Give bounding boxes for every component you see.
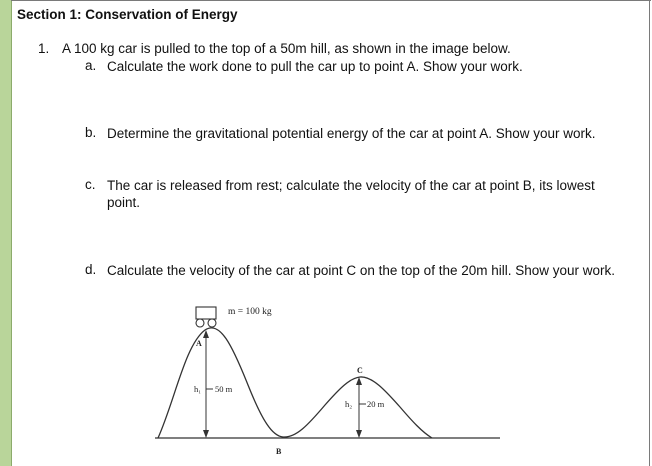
part-c-letter: c. <box>85 177 96 192</box>
car-icon <box>196 307 216 327</box>
section-title: Section 1: Conservation of Energy <box>17 7 238 22</box>
part-a-text: Calculate the work done to pull the car up to point A. Show your work. <box>107 59 523 74</box>
h1-value: 50 m <box>215 384 233 394</box>
part-a-letter: a. <box>85 58 97 73</box>
h2-value: 20 m <box>367 399 385 409</box>
mass-label: m = 100 kg <box>228 307 272 317</box>
part-c-text: The car is released from rest; calculate the velocity of the car at point B, its lowest point. <box>107 178 595 210</box>
point-b-label: B <box>276 447 282 456</box>
part-d-letter: d. <box>85 262 97 277</box>
h2-label: h₂ <box>345 399 353 409</box>
h2-height-arrow <box>356 377 366 438</box>
part-d-text: Calculate the velocity of the car at point C on the top of the 20m hill. Show your work. <box>107 263 616 278</box>
point-c-label: C <box>357 366 363 375</box>
question-text: A 100 kg car is pulled to the top of a 50m hill, as shown in the image below. <box>62 41 511 56</box>
part-b-letter: b. <box>85 125 97 140</box>
question-number: 1. <box>38 41 50 56</box>
point-a-label: A <box>196 339 202 348</box>
h1-label: h₁ <box>194 384 202 394</box>
part-b-text: Determine the gravitational potential energy of the car at point A. Show your work. <box>107 126 596 141</box>
h1-height-arrow <box>203 330 213 438</box>
